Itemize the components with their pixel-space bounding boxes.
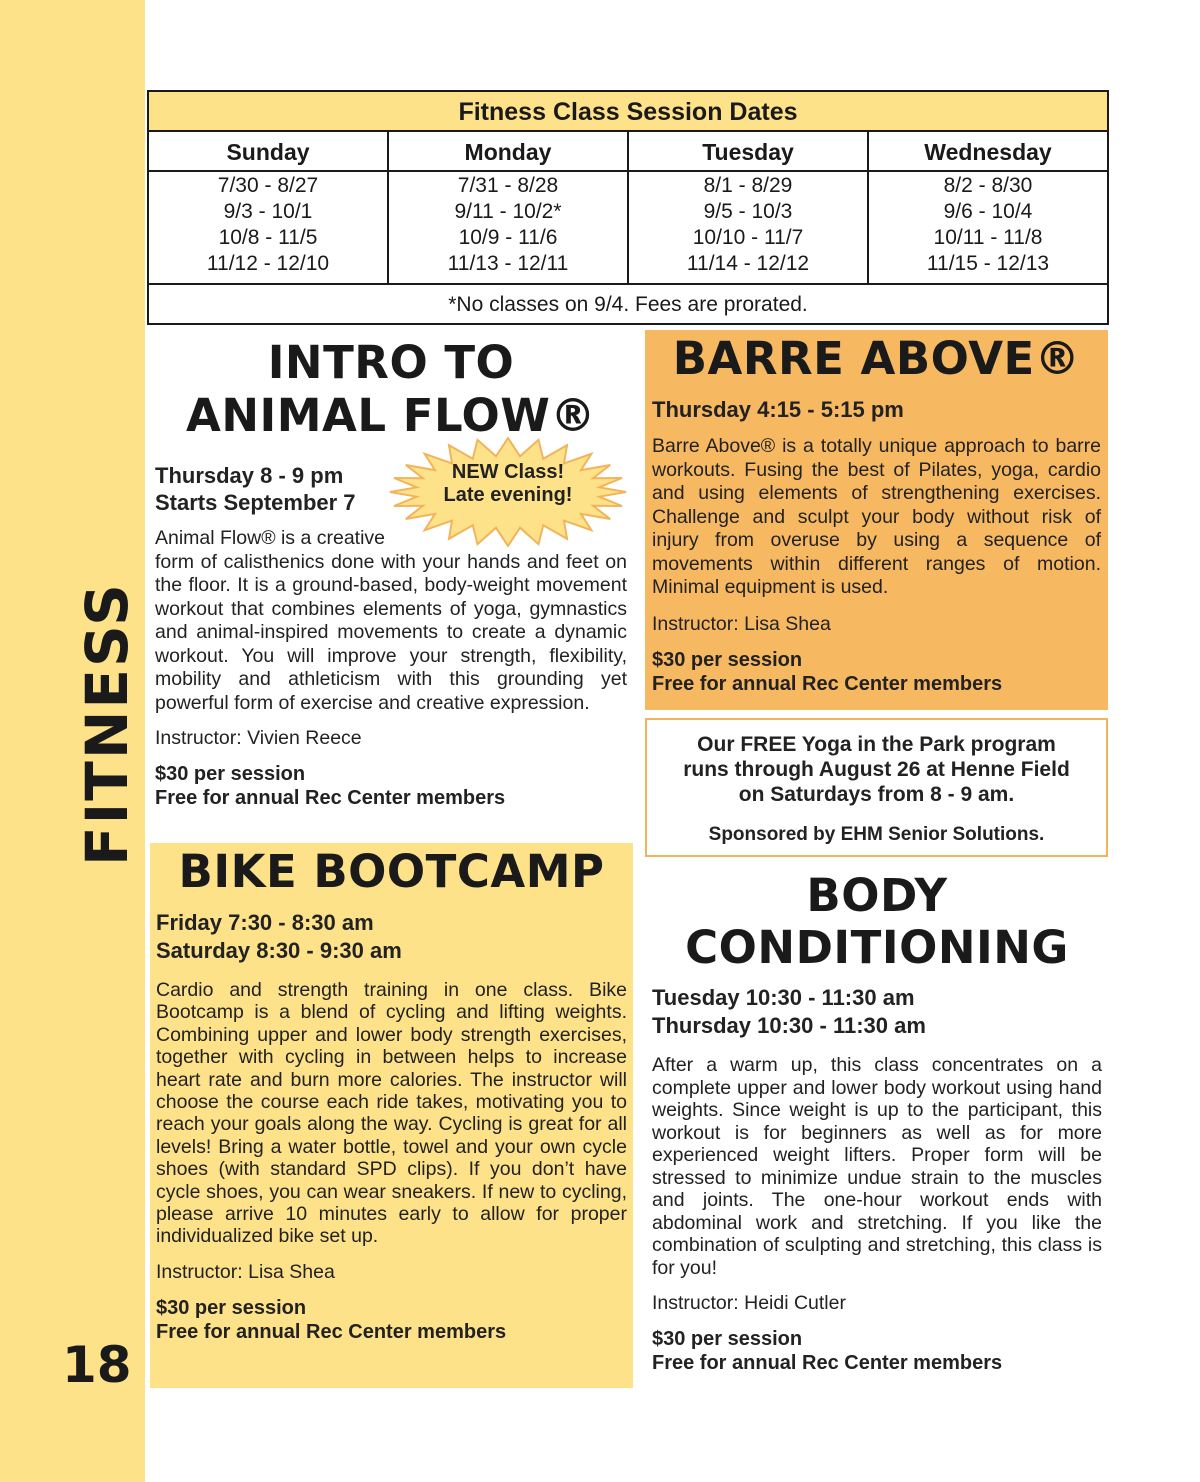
bike-bootcamp-title: BIKE BOOTCAMP — [178, 845, 605, 898]
date-list — [629, 172, 867, 283]
yoga-line: runs through August 26 at Henne Field — [683, 758, 1070, 781]
table-note: *No classes on 9/4. Fees are prorated. — [149, 283, 1107, 323]
class-instructor: Instructor: Lisa Shea — [652, 612, 831, 635]
class-description: Barre Above® is a totally unique approach to barre workouts. Fusing the best of Pilates, yoga, cardio and using elements of strengthening exercises. Challenge and sculpt your body without risk of injury from overuse by using a sequence of movements within different ranges of motion. Minimal equipment is used. — [652, 435, 1101, 598]
class-price: $30 per session — [156, 1296, 307, 1319]
barre-above-section — [645, 330, 1108, 710]
table-title: Fitness Class Session Dates — [149, 92, 1107, 132]
class-description: After a warm up, this class concentrates on a complete upper and lower body workout using hand weights. Since weight is up to the participant, this workout is for beginners as well as for more experienced weight lifters. Proper form will be stressed to minimize undue strain to the muscles and joints. The one-hour workout ends with abdominal work and stretching. If you like the combination of sculpting and stretching, this class is for you! — [652, 1054, 1102, 1279]
date-list — [149, 172, 387, 283]
date-range: 9/3 - 10/1 — [223, 200, 313, 223]
yoga-line: Our FREE Yoga in the Park program — [697, 733, 1056, 756]
table-column-wednesday — [869, 132, 1107, 283]
day-header: Wednesday — [869, 132, 1107, 172]
session-dates-table — [147, 90, 1109, 325]
date-range: 11/12 - 12/10 — [206, 252, 330, 275]
date-range: 11/13 - 12/11 — [447, 252, 569, 275]
animal-flow-title-line1: INTRO TO — [267, 336, 515, 389]
table-column-tuesday — [629, 132, 869, 283]
class-description: Cardio and strength training in one class. Bike Bootcamp is a blend of cycling and lifting weights. Combining upper and lower body strength exercises, together with cycling in between helps to increase heart rate and burn more calories. The instructor will choose the course each ride takes, motivating you to reach your goals along the way. Cycling is great for all levels! Bring a water bottle, towel and your own cycle shoes (with standard SPD clips). If you don’t have cycle shoes, you can wear sneakers. If new to cycling, please arrive 10 minutes early to allow for proper individualized bike set up. — [156, 979, 627, 1248]
day-header: Monday — [389, 132, 627, 172]
badge-line: Late evening! — [443, 484, 573, 506]
date-range: 10/9 - 11/6 — [458, 226, 558, 249]
day-header: Tuesday — [629, 132, 867, 172]
yoga-in-the-park-notice — [645, 718, 1108, 857]
badge-text — [388, 461, 628, 507]
class-instructor: Instructor: Heidi Cutler — [652, 1292, 846, 1314]
class-time: Saturday 8:30 - 9:30 am — [156, 938, 402, 963]
class-price: $30 per session — [652, 1328, 803, 1350]
date-range: 10/11 - 11/8 — [933, 226, 1043, 249]
class-time: Thursday 8 - 9 pm — [155, 463, 344, 488]
date-list — [389, 172, 627, 283]
class-start-date: Starts September 7 — [155, 490, 356, 515]
class-member-note: Free for annual Rec Center members — [156, 1320, 507, 1343]
yoga-line: on Saturdays from 8 - 9 am. — [738, 783, 1015, 806]
date-range: 11/15 - 12/13 — [926, 252, 1050, 275]
badge-line: NEW Class! — [451, 461, 565, 483]
table-column-sunday — [149, 132, 389, 283]
class-member-note: Free for annual Rec Center members — [652, 1352, 1003, 1374]
page-number: 18 — [62, 1336, 132, 1394]
body-conditioning-title-line1: BODY — [806, 869, 948, 922]
yoga-sponsor: Sponsored by EHM Senior Solutions. — [708, 824, 1045, 845]
bike-bootcamp-section — [150, 843, 633, 1388]
date-list — [869, 172, 1107, 283]
class-price: $30 per session — [155, 763, 306, 785]
day-header: Sunday — [149, 132, 387, 172]
class-instructor: Instructor: Vivien Reece — [155, 727, 362, 749]
date-range: 7/31 - 8/28 — [457, 174, 559, 197]
table-column-monday — [389, 132, 629, 283]
class-member-note: Free for annual Rec Center members — [652, 672, 1003, 695]
date-range: 8/1 - 8/29 — [703, 174, 793, 197]
date-range: 7/30 - 8/27 — [217, 174, 319, 197]
body-conditioning-title-line2: CONDITIONING — [685, 921, 1069, 974]
barre-title: BARRE ABOVE® — [672, 332, 1081, 385]
class-time: Friday 7:30 - 8:30 am — [156, 910, 374, 935]
class-member-note: Free for annual Rec Center members — [155, 787, 506, 809]
class-description-first-line: Animal Flow® is a creative — [155, 527, 386, 549]
date-range: 9/5 - 10/3 — [703, 200, 793, 223]
date-range: 10/8 - 11/5 — [218, 226, 318, 249]
class-instructor: Instructor: Lisa Shea — [156, 1260, 335, 1283]
new-class-badge — [388, 437, 628, 547]
animal-flow-title-line2: ANIMAL FLOW® — [186, 389, 596, 442]
date-range: 8/2 - 8/30 — [943, 174, 1033, 197]
section-label: FITNESS — [73, 582, 141, 866]
class-time: Thursday 4:15 - 5:15 pm — [652, 397, 904, 422]
class-time: Tuesday 10:30 - 11:30 am — [652, 985, 915, 1010]
class-time: Thursday 10:30 - 11:30 am — [652, 1013, 926, 1038]
class-price: $30 per session — [652, 648, 803, 671]
date-range: 9/11 - 10/2* — [454, 200, 562, 223]
class-description: form of calisthenics done with your hands and feet on the floor. It is a ground-based, body-weight movement workout that combines elements of yoga, gymnastics and animal-inspired movements to create a dynamic workout. You will improve your strength, flexibility, mobility and athleticism with this grounding yet powerful form of exercise and creative expression. — [155, 550, 627, 714]
body-conditioning-section — [652, 870, 1102, 1375]
date-range: 11/14 - 12/12 — [686, 252, 810, 275]
date-range: 10/10 - 11/7 — [692, 226, 804, 249]
table-columns — [149, 132, 1107, 283]
date-range: 9/6 - 10/4 — [943, 200, 1033, 223]
animal-flow-section — [155, 336, 627, 810]
